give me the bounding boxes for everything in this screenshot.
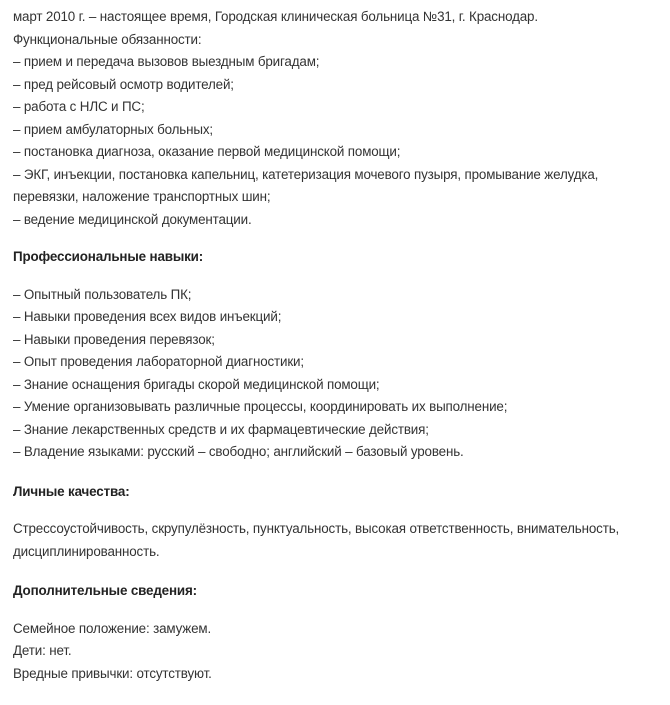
additional-section: [13, 580, 667, 685]
bad-habits-info: Вредные привычки: отсутствуют.: [13, 665, 212, 681]
skill-item: – Опыт проведения лабораторной диагностики;: [13, 354, 304, 369]
duty-item: – прием и передача вызовов выездным бригадам;: [13, 54, 320, 69]
duty-item: – ЭКГ, инъекции, постановка капельниц, катетеризация мочевого пузыря, промывание желудка, перевязки, наложение транспортных шин;: [13, 166, 599, 204]
personal-qualities-text: Стрессоустойчивость, скрупулёзность, пунктуальность, высокая ответственность, внимательность, дисциплинированность.: [13, 521, 620, 559]
duty-item: – прием амбулаторных больных;: [13, 121, 213, 137]
skill-item: – Навыки проведения всех видов инъекций;: [13, 309, 282, 324]
employment-section: [13, 6, 667, 231]
skill-item: – Умение организовывать различные процессы, координировать их выполнение;: [13, 399, 508, 414]
skills-section: [13, 246, 667, 464]
skill-item: – Навыки проведения перевязок;: [13, 331, 215, 347]
skill-item: – Владение языками: русский – свободно; английский – базовый уровень.: [13, 444, 464, 459]
skill-item: – Опытный пользователь ПК;: [13, 286, 192, 302]
skill-item: – Знание лекарственных средств и их фармацевтические действия;: [13, 421, 429, 437]
personal-heading: Личные качества:: [13, 483, 130, 499]
duty-item: – пред рейсовый осмотр водителей;: [13, 76, 234, 92]
duty-item: – ведение медицинской документации.: [13, 211, 252, 227]
duties-label: Функциональные обязанности:: [13, 31, 202, 47]
children-info: Дети: нет.: [13, 643, 72, 658]
personal-section: [13, 481, 667, 564]
marital-status: Семейное положение: замужем.: [13, 620, 212, 636]
resume-document: [13, 6, 667, 685]
duty-item: – постановка диагноза, оказание первой медицинской помощи;: [13, 144, 401, 159]
skill-item: – Знание оснащения бригады скорой медицинской помощи;: [13, 376, 380, 392]
employment-period: март 2010 г. – настоящее время, Городская клиническая больница №31, г. Краснодар.: [13, 9, 538, 24]
skills-heading: Профессиональные навыки:: [13, 249, 204, 264]
additional-heading: Дополнительные сведения:: [13, 583, 197, 598]
duty-item: – работа с НЛС и ПС;: [13, 99, 145, 114]
